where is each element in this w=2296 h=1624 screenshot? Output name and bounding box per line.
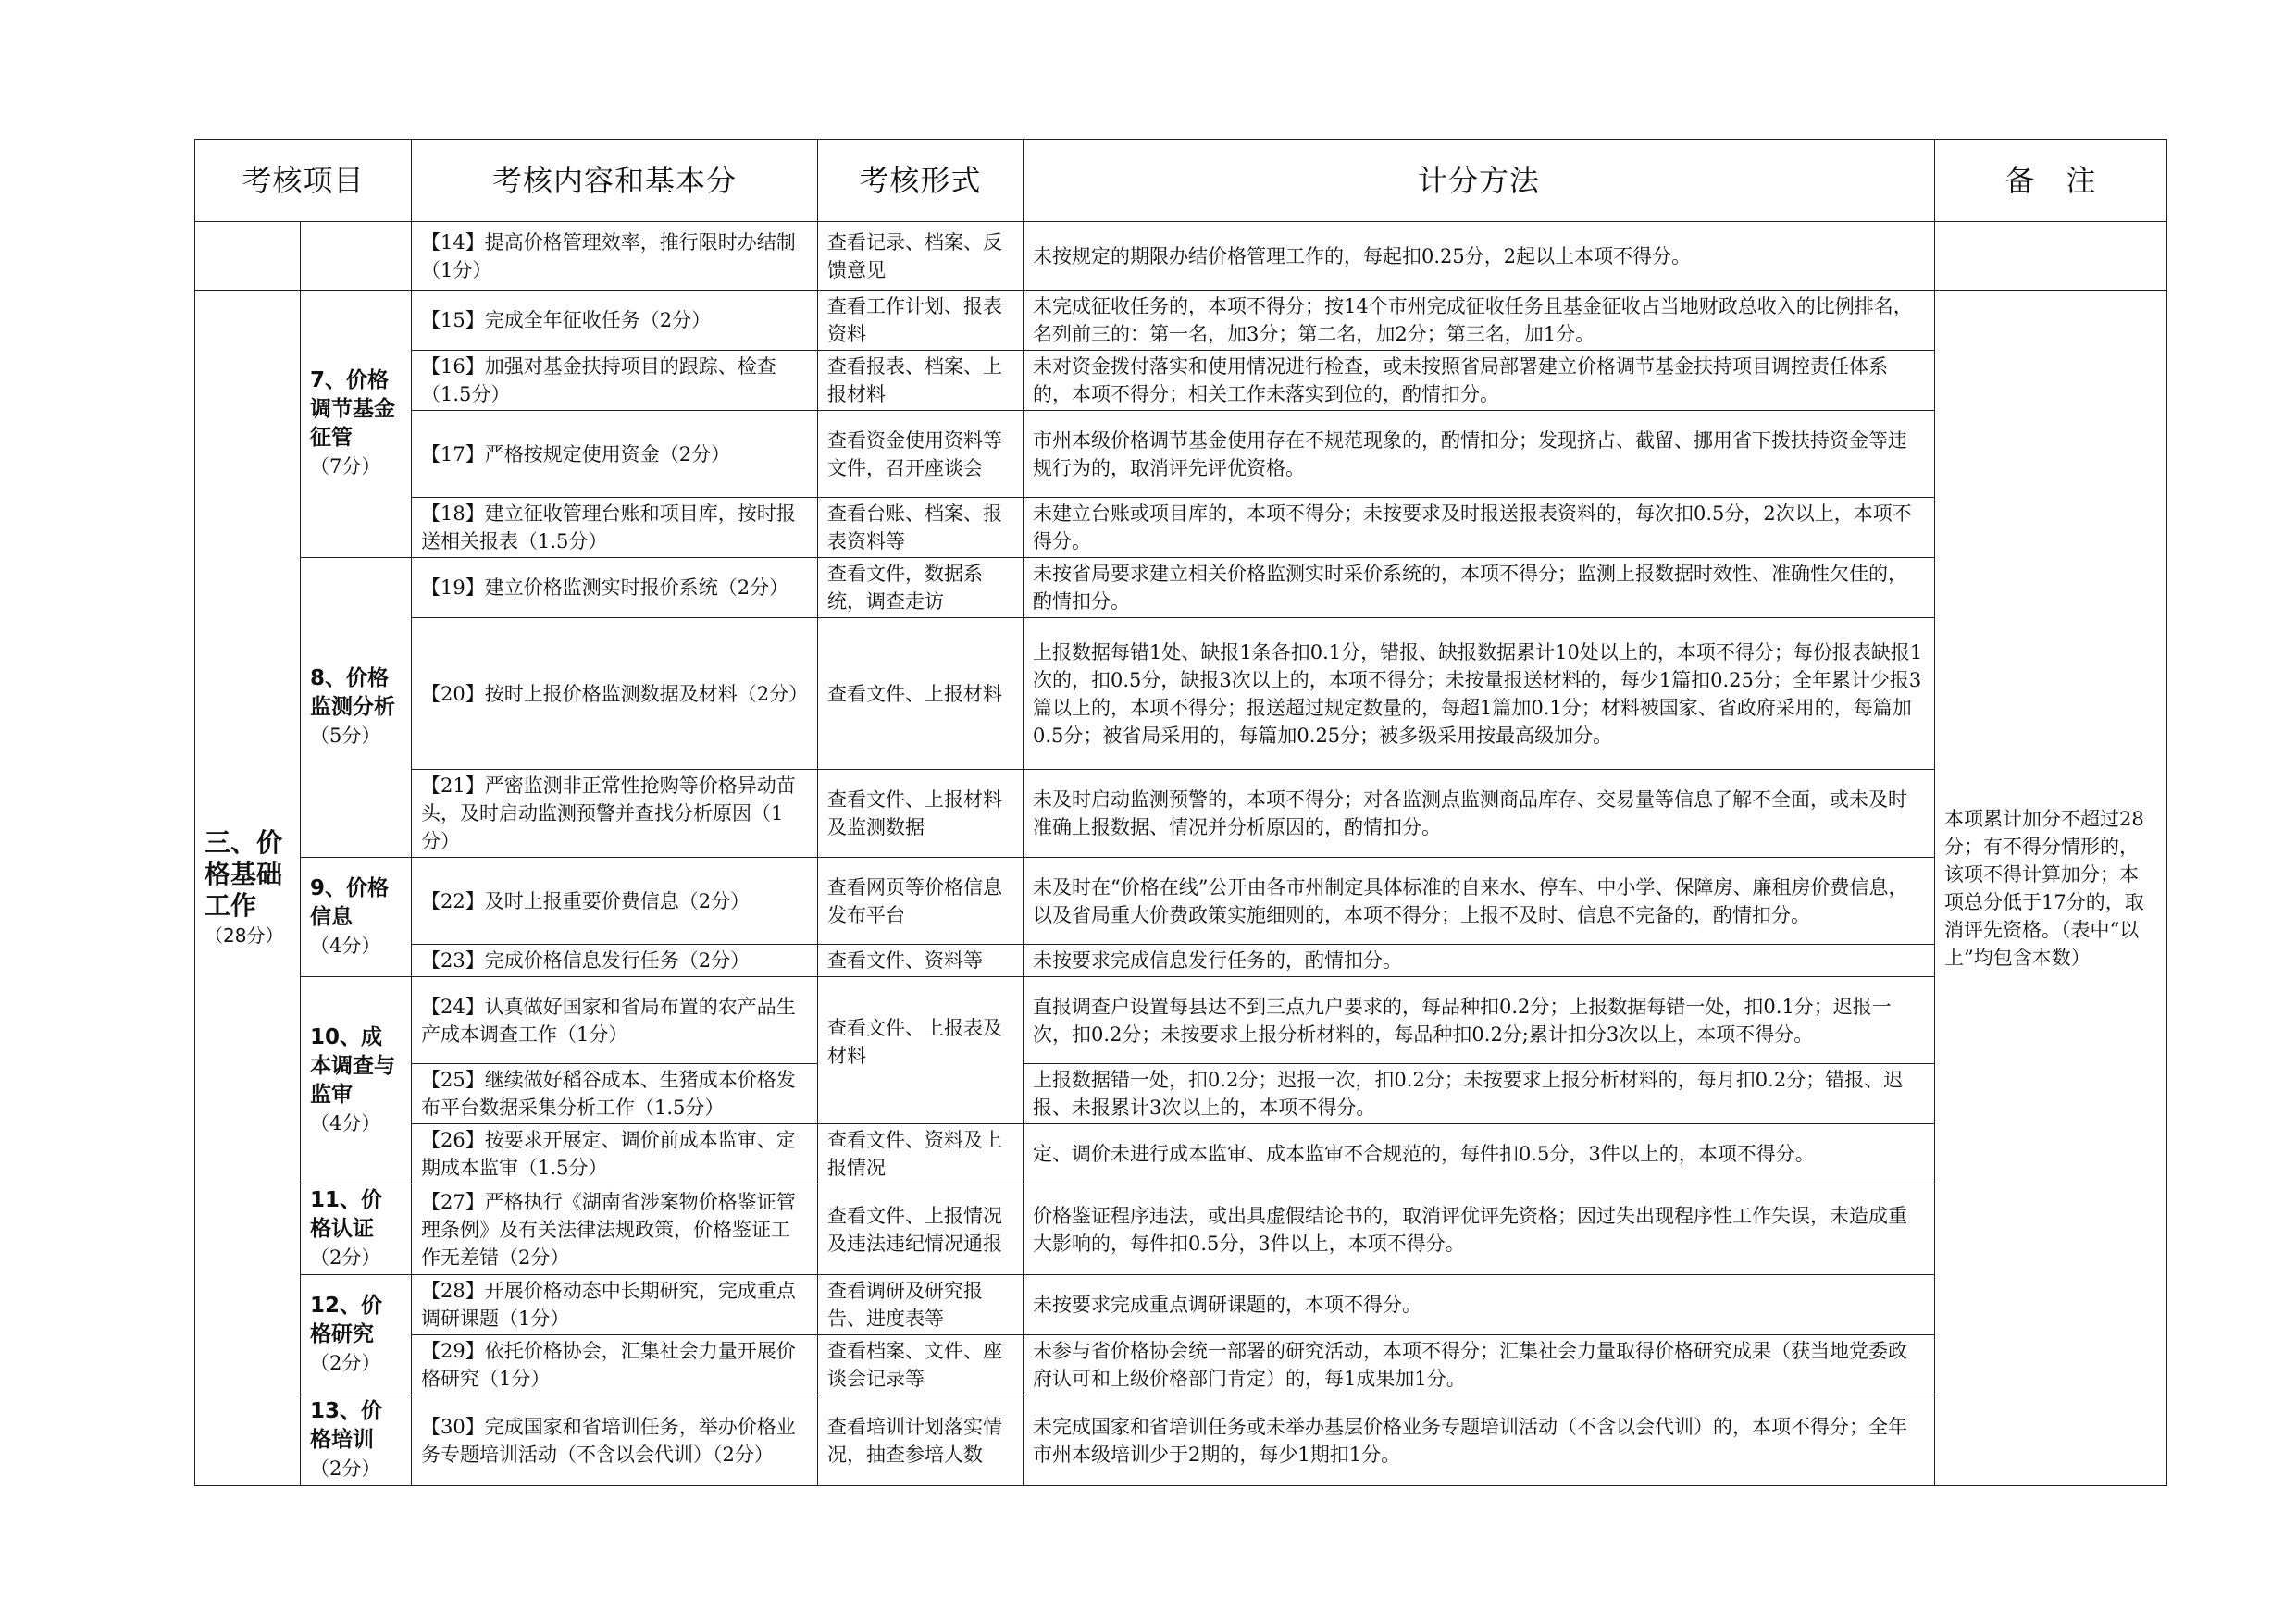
table-row [195, 351, 2167, 411]
item-content: 【15】完成全年征收任务（2分） [412, 291, 818, 351]
header-content: 考核内容和基本分 [412, 140, 818, 222]
category-cell [301, 558, 412, 858]
category-cell [301, 1184, 412, 1275]
item-form: 查看培训计划落实情况，抽查参培人数 [818, 1395, 1024, 1486]
category-points: （5分） [310, 725, 381, 747]
item-method: 未及时启动监测预警的，本项不得分；对各监测点监测商品库存、交易量等信息了解不全面，或未及时准确上报数据、情况并分析原因的，酌情扣分。 [1024, 770, 1935, 858]
item-form: 查看调研及研究报告、进度表等 [818, 1275, 1024, 1335]
item-form: 查看网页等价格信息发布平台 [818, 858, 1024, 945]
item-method: 未建立台账或项目库的，本项不得分；未按要求及时报送报表资料的，每次扣0.5分，2次以上，本项不得分。 [1024, 498, 1935, 558]
item-method: 未按要求完成重点调研课题的，本项不得分。 [1024, 1275, 1935, 1335]
table-row [195, 1124, 2167, 1184]
item-method: 上报数据错一处，扣0.2分；迟报一次，扣0.2分；未按要求上报分析材料的，每月扣0.2分；错报、迟报、未报累计3次以上的，本项不得分。 [1024, 1064, 1935, 1124]
table-row [195, 977, 2167, 1064]
item-form: 查看文件、上报材料及监测数据 [818, 770, 1024, 858]
item-method: 市州本级价格调节基金使用存在不规范现象的，酌情扣分；发现挤占、截留、挪用省下拨扶持资金等违规行为的，取消评先评优资格。 [1024, 411, 1935, 498]
header-project: 考核项目 [195, 140, 412, 222]
table-row [195, 1395, 2167, 1486]
category-name: 12、价格研究 [310, 1294, 383, 1346]
category-cell [301, 291, 412, 558]
table-row [195, 411, 2167, 498]
table-row [195, 1275, 2167, 1335]
item-method: 未按省局要求建立相关价格监测实时采价系统的，本项不得分；监测上报数据时效性、准确性欠佳的，酌情扣分。 [1024, 558, 1935, 618]
header-row [195, 140, 2167, 222]
table-row [195, 1184, 2167, 1275]
item-form: 查看资金使用资料等文件，召开座谈会 [818, 411, 1024, 498]
empty-cell [195, 222, 301, 291]
category-cell [301, 977, 412, 1184]
item-content: 【28】开展价格动态中长期研究，完成重点调研课题（1分） [412, 1275, 818, 1335]
item-method: 未及时在“价格在线”公开由各市州制定具体标准的自来水、停车、中小学、保障房、廉租房价费信息，以及省局重大价费政策实施细则的，本项不得分；上报不及时、信息不完备的，酌情扣分。 [1024, 858, 1935, 945]
item-content: 【20】按时上报价格监测数据及材料（2分） [412, 618, 818, 770]
item-method: 未参与省价格协会统一部署的研究活动，本项不得分；汇集社会力量取得价格研究成果（获当地党委政府认可和上级价格部门肯定）的，每1成果加1分。 [1024, 1335, 1935, 1395]
item-content: 【22】及时上报重要价费信息（2分） [412, 858, 818, 945]
category-name: 10、成本调查与监审 [310, 1024, 395, 1107]
table-row [195, 618, 2167, 770]
category-points: （4分） [310, 934, 381, 957]
item-form: 查看记录、档案、反馈意见 [818, 222, 1024, 291]
category-points: （7分） [310, 455, 381, 477]
table-row [195, 498, 2167, 558]
remark-text: 本项累计加分不超过28分；有不得分情形的，该项不得计算加分；本项总分低于17分的，取消评先资格。（表中“以上”均包含本数） [1944, 807, 2144, 969]
category-name: 11、价格认证 [310, 1188, 383, 1241]
category-name: 8、价格监测分析 [310, 666, 395, 719]
item-content: 【25】继续做好稻谷成本、生猪成本价格发布平台数据采集分析工作（1.5分） [412, 1064, 818, 1124]
item-method: 上报数据每错1处、缺报1条各扣0.1分，错报、缺报数据累计10处以上的，本项不得分；每份报表缺报1次的，扣0.5分，缺报3次以上的，本项不得分；未按量报送材料的，每少1篇扣0.25分；全年累计少报3篇以上的，本项不得分；报送超过规定数量的，每超1篇加0.1分；材料被国家、省政府采用的，每篇加0.5分；被省局采用的，每篇加0.25分；被多级采用按最高级加分。 [1024, 618, 1935, 770]
item-form: 查看文件、上报表及材料 [818, 977, 1024, 1124]
table-row [195, 222, 2167, 291]
table-row [195, 1064, 2167, 1124]
item-content: 【16】加强对基金扶持项目的跟踪、检查（1.5分） [412, 351, 818, 411]
table-row [195, 291, 2167, 351]
assessment-table [194, 139, 2167, 1486]
item-form: 查看台账、档案、报表资料等 [818, 498, 1024, 558]
table-row [195, 558, 2167, 618]
item-content: 【30】完成国家和省培训任务，举办价格业务专题培训活动（不含以会代训）（2分） [412, 1395, 818, 1486]
category-points: （2分） [310, 1457, 381, 1480]
item-form: 查看档案、文件、座谈会记录等 [818, 1335, 1024, 1395]
item-method: 未完成征收任务的，本项不得分；按14个市州完成征收任务且基金征收占当地财政总收入的比例排名，名列前三的：第一名，加3分；第二名，加2分；第三名，加1分。 [1024, 291, 1935, 351]
table-row [195, 1335, 2167, 1395]
empty-cell [1935, 222, 2167, 291]
category-points: （2分） [310, 1352, 381, 1374]
category-name: 13、价格培训 [310, 1399, 383, 1452]
item-content: 【19】建立价格监测实时报价系统（2分） [412, 558, 818, 618]
item-content: 【27】严格执行《湖南省涉案物价格鉴证管理条例》及有关法律法规政策，价格鉴证工作无差错（2分） [412, 1184, 818, 1275]
header-form: 考核形式 [818, 140, 1024, 222]
item-form: 查看报表、档案、上报材料 [818, 351, 1024, 411]
remark-cell [1935, 291, 2167, 1486]
item-method: 直报调查户设置每县达不到三点九户要求的，每品种扣0.2分；上报数据每错一处，扣0.1分；迟报一次，扣0.2分；未按要求上报分析材料的，每品种扣0.2分;累计扣分3次以上，本项不得分。 [1024, 977, 1935, 1064]
item-method: 未对资金拨付落实和使用情况进行检查，或未按照省局部署建立价格调节基金扶持项目调控责任体系的，本项不得分；相关工作未落实到位的，酌情扣分。 [1024, 351, 1935, 411]
header-remark: 备 注 [1935, 140, 2167, 222]
item-form: 查看文件、资料及上报情况 [818, 1124, 1024, 1184]
item-method: 未按要求完成信息发行任务的，酌情扣分。 [1024, 945, 1935, 977]
category-cell [301, 1275, 412, 1395]
empty-cell [301, 222, 412, 291]
category-points: （4分） [310, 1111, 381, 1134]
category-name: 7、价格调节基金征管 [310, 368, 395, 450]
item-form: 查看文件、上报情况及违法违纪情况通报 [818, 1184, 1024, 1275]
item-content: 【24】认真做好国家和省局布置的农产品生产成本调查工作（1分） [412, 977, 818, 1064]
item-method: 定、调价未进行成本监审、成本监审不合规范的，每件扣0.5分，3件以上的，本项不得分。 [1024, 1124, 1935, 1184]
item-content: 【18】建立征收管理台账和项目库，按时报送相关报表（1.5分） [412, 498, 818, 558]
item-form: 查看工作计划、报表资料 [818, 291, 1024, 351]
item-content: 【17】严格按规定使用资金（2分） [412, 411, 818, 498]
section-cell [195, 291, 301, 1486]
category-name: 9、价格信息 [310, 875, 390, 929]
item-form: 查看文件，数据系统，调查走访 [818, 558, 1024, 618]
item-form: 查看文件、资料等 [818, 945, 1024, 977]
category-points: （2分） [310, 1246, 381, 1269]
item-form: 查看文件、上报材料 [818, 618, 1024, 770]
table-row [195, 770, 2167, 858]
header-method: 计分方法 [1024, 140, 1935, 222]
item-method: 未按规定的期限办结价格管理工作的，每起扣0.25分，2起以上本项不得分。 [1024, 222, 1935, 291]
item-content: 【14】提高价格管理效率，推行限时办结制（1分） [412, 222, 818, 291]
category-cell [301, 858, 412, 977]
section-name: 三、价格基础工作 [205, 826, 283, 921]
item-method: 价格鉴证程序违法，或出具虚假结论书的，取消评优评先资格；因过失出现程序性工作失误，未造成重大影响的，每件扣0.5分，3件以上，本项不得分。 [1024, 1184, 1935, 1275]
item-method: 未完成国家和省培训任务或未举办基层价格业务专题培训活动（不含以会代训）的，本项不得分；全年市州本级培训少于2期的，每少1期扣1分。 [1024, 1395, 1935, 1486]
category-cell [301, 1395, 412, 1486]
item-content: 【23】完成价格信息发行任务（2分） [412, 945, 818, 977]
item-content: 【21】严密监测非正常性抢购等价格异动苗头，及时启动监测预警并查找分析原因（1分） [412, 770, 818, 858]
item-content: 【29】依托价格协会，汇集社会力量开展价格研究（1分） [412, 1335, 818, 1395]
section-points: （28分） [205, 924, 284, 947]
table-row [195, 858, 2167, 945]
item-content: 【26】按要求开展定、调价前成本监审、定期成本监审（1.5分） [412, 1124, 818, 1184]
table-row [195, 945, 2167, 977]
